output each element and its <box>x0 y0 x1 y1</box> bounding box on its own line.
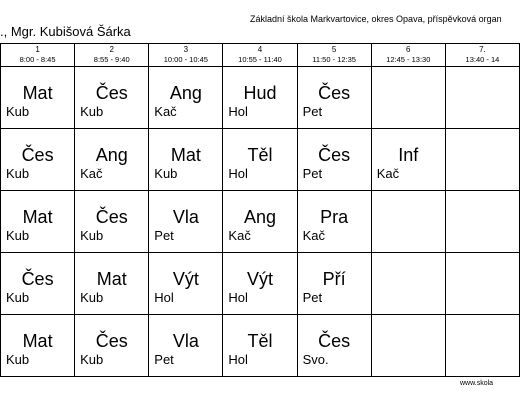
school-name: Základní škola Markvartovice, okres Opava, příspěvková organ <box>250 14 502 24</box>
period-time: 8:55 - 9:40 <box>93 55 130 64</box>
lesson-subject: Čes <box>318 145 351 165</box>
lesson-teacher: Kub <box>6 290 30 305</box>
day-row <box>1 191 520 253</box>
lesson-cell <box>149 253 223 315</box>
lesson-cell <box>297 315 371 377</box>
period-number: 7. <box>479 45 486 54</box>
period-time: 10:00 - 10:45 <box>163 55 208 64</box>
lesson-subject: Čes <box>95 331 128 351</box>
lesson-subject: Mat <box>96 269 127 289</box>
lesson-cell <box>75 191 149 253</box>
period-time: 8:00 - 8:45 <box>19 55 56 64</box>
period-header <box>371 44 445 67</box>
period-number: 3 <box>183 45 189 54</box>
lesson-teacher: Hol <box>228 104 248 119</box>
class-teacher-title: ., Mgr. Kubišová Šárka <box>0 24 131 39</box>
lesson-subject: Mat <box>22 83 53 103</box>
period-header <box>445 44 519 67</box>
lesson-subject: Hud <box>243 83 277 103</box>
lesson-subject: Vla <box>172 331 199 351</box>
lesson-teacher: Kač <box>80 166 103 181</box>
lesson-subject: Výt <box>246 269 273 289</box>
lesson-teacher: Kub <box>80 228 104 243</box>
lesson-cell <box>371 315 445 377</box>
lesson-subject: Čes <box>21 269 54 289</box>
lesson-cell <box>223 253 297 315</box>
lesson-cell <box>1 315 75 377</box>
lesson-teacher: Kač <box>302 228 325 243</box>
period-header <box>149 44 223 67</box>
period-number: 1 <box>35 45 40 54</box>
lesson-cell <box>371 129 445 191</box>
lesson-cell <box>371 191 445 253</box>
lesson-cell <box>75 67 149 129</box>
lesson-cell <box>445 129 519 191</box>
lesson-subject: Mat <box>22 207 53 227</box>
lesson-teacher: Pet <box>302 104 323 119</box>
lesson-subject: Ang <box>243 207 276 227</box>
lesson-teacher: Kub <box>6 352 30 367</box>
lesson-teacher: Kač <box>228 228 251 243</box>
lesson-teacher: Pet <box>302 166 323 181</box>
lesson-cell <box>223 67 297 129</box>
lesson-cell <box>75 129 149 191</box>
lesson-teacher: Hol <box>228 352 248 367</box>
period-header <box>1 44 75 67</box>
footer-url: www.skola <box>460 380 494 387</box>
lesson-subject: Čes <box>95 83 128 103</box>
lesson-cell <box>445 191 519 253</box>
lesson-teacher: Kub <box>80 104 104 119</box>
lesson-cell <box>445 67 519 129</box>
lesson-teacher: Kub <box>80 352 104 367</box>
lesson-teacher: Kub <box>6 166 30 181</box>
lesson-cell <box>75 253 149 315</box>
lesson-cell <box>371 253 445 315</box>
lesson-cell <box>149 191 223 253</box>
lesson-teacher: Kub <box>80 290 104 305</box>
lesson-cell <box>445 253 519 315</box>
lesson-subject: Pra <box>320 207 349 227</box>
lesson-cell <box>1 67 75 129</box>
lesson-cell <box>223 315 297 377</box>
lesson-teacher: Kub <box>6 228 30 243</box>
period-number: 6 <box>406 45 411 54</box>
period-time: 13:40 - 14 <box>465 55 500 64</box>
timetable-grid <box>0 43 520 377</box>
period-number: 5 <box>331 45 337 54</box>
day-row <box>1 253 520 315</box>
period-header <box>75 44 149 67</box>
lesson-subject: Čes <box>318 331 351 351</box>
period-number: 4 <box>257 45 263 54</box>
period-time: 11:50 - 12:35 <box>312 55 356 64</box>
lesson-teacher: Kub <box>154 166 178 181</box>
lesson-subject: Pří <box>322 269 346 289</box>
period-number: 2 <box>109 45 114 54</box>
lesson-teacher: Hol <box>228 166 248 181</box>
lesson-cell <box>371 67 445 129</box>
lesson-subject: Inf <box>398 145 419 165</box>
period-header <box>223 44 297 67</box>
lesson-teacher: Pet <box>154 228 174 243</box>
lesson-teacher: Kub <box>6 104 30 119</box>
lesson-teacher: Kač <box>376 166 400 181</box>
lesson-teacher: Hol <box>154 290 174 305</box>
lesson-subject: Čes <box>21 145 54 165</box>
lesson-subject: Čes <box>318 83 351 103</box>
lesson-teacher: Pet <box>154 352 174 367</box>
period-header-row <box>1 44 520 67</box>
lesson-subject: Výt <box>172 269 199 289</box>
lesson-subject: Ang <box>169 83 202 103</box>
lesson-cell <box>445 315 519 377</box>
day-row <box>1 315 520 377</box>
lesson-teacher: Kač <box>154 104 177 119</box>
lesson-cell <box>1 253 75 315</box>
lesson-subject: Čes <box>95 207 128 227</box>
period-time: 10:55 - 11:40 <box>238 55 282 64</box>
lesson-cell <box>149 315 223 377</box>
lesson-subject: Ang <box>95 145 128 165</box>
lesson-teacher: Hol <box>228 290 248 305</box>
lesson-cell <box>1 191 75 253</box>
lesson-cell <box>75 315 149 377</box>
lesson-subject: Mat <box>22 331 53 351</box>
lesson-cell <box>223 129 297 191</box>
day-row <box>1 67 520 129</box>
lesson-subject: Mat <box>170 145 201 165</box>
lesson-teacher: Pet <box>302 290 323 305</box>
lesson-teacher: Svo. <box>302 352 329 367</box>
lesson-subject: Vla <box>172 207 199 227</box>
lesson-subject: Těl <box>247 145 273 165</box>
period-time: 12:45 - 13:30 <box>386 55 431 64</box>
lesson-cell <box>1 129 75 191</box>
lesson-cell <box>297 191 371 253</box>
lesson-cell <box>149 129 223 191</box>
lesson-cell <box>297 253 371 315</box>
lesson-cell <box>223 191 297 253</box>
lesson-subject: Těl <box>247 331 273 351</box>
lesson-cell <box>149 67 223 129</box>
lesson-cell <box>297 67 371 129</box>
day-row <box>1 129 520 191</box>
lesson-cell <box>297 129 371 191</box>
period-header <box>297 44 371 67</box>
